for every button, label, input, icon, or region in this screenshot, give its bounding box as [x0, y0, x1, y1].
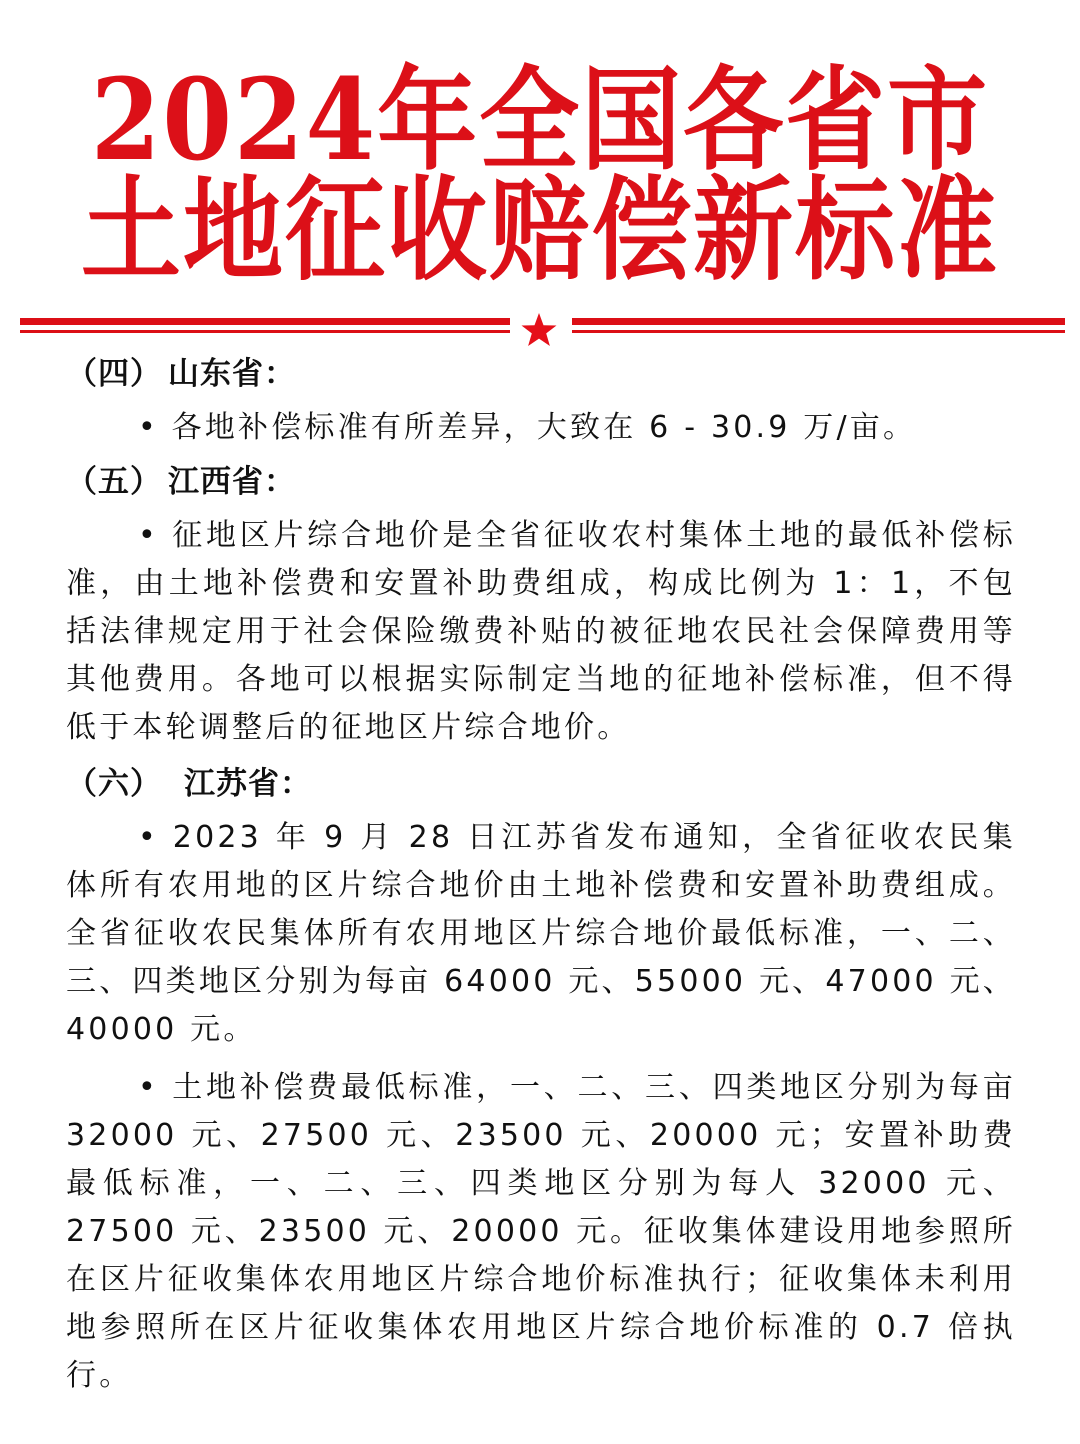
divider-rule-thick-left — [20, 318, 510, 325]
bullet-paragraph: • 土地补偿费最低标准，一、二、三、四类地区分别为每亩 32000 元、27500 元、23500 元、20000 元；安置补助费最低标准，一、二、三、四类地区分别为每人 32000 元、27500 元、23500 元、20000 元。征收集体建设用地参照所在区片征收集体农用地区片综合地价标准执行；征收集体未利用地参照所在区片征收集体农用地区片综合地价标准的 0.7 倍执行。 — [66, 1070, 1016, 1393]
section-number: （四） — [66, 356, 162, 392]
section-heading — [66, 352, 1016, 396]
section-heading — [66, 762, 1016, 806]
section-number: （五） — [66, 464, 162, 500]
section-number: （六） — [66, 766, 162, 802]
divider-rule-thick-right — [572, 318, 1065, 325]
bullet-paragraph: • 各地补偿标准有所差异，大致在 6 - 30.9 万/亩。 — [138, 410, 917, 445]
section-jiangxi — [66, 460, 1016, 752]
document-title-line-2: 土地征收赔偿新标准 — [81, 163, 999, 296]
star-icon — [520, 312, 558, 348]
section-shandong — [66, 352, 1016, 452]
section-jiangsu — [66, 762, 1016, 1400]
document-body — [66, 352, 1016, 1410]
section-heading — [66, 460, 1016, 504]
title-divider — [0, 312, 1080, 348]
bullet-paragraph: • 2023 年 9 月 28 日江苏省发布通知，全省征收农民集体所有农用地的区片综合地价由土地补偿费和安置补助费组成。全省征收农民集体所有农用地区片综合地价最低标准，一、二、三、四类地区分别为每亩 64000 元、55000 元、47000 元、40000 元。 — [66, 820, 1016, 1047]
province-name: 江西省： — [168, 464, 296, 500]
divider-rule-thin-right — [572, 330, 1065, 333]
province-name: 江苏省： — [184, 766, 312, 802]
divider-rule-thin-left — [20, 330, 510, 333]
bullet-paragraph: • 征地区片综合地价是全省征收农村集体土地的最低补偿标准，由土地补偿费和安置补助费组成，构成比例为 1：1，不包括法律规定用于社会保险缴费补贴的被征地农民社会保障费用等其他费用。各地可以根据实际制定当地的征地补偿标准，但不得低于本轮调整后的征地区片综合地价。 — [66, 518, 1016, 745]
document-title-line-1: 2024年全国各省市 — [90, 53, 990, 186]
province-name: 山东省： — [168, 356, 296, 392]
